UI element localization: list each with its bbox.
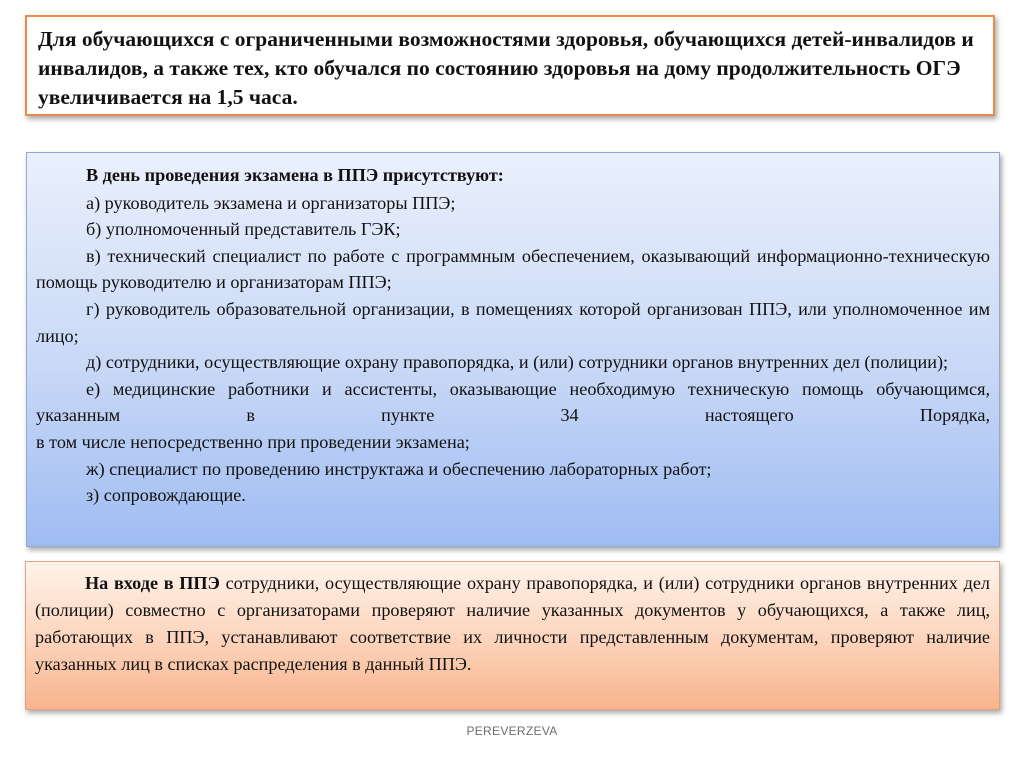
notice-text: Для обучающихся с ограниченными возможностями здоровья, обучающихся детей-инвалидов и инвалидов, а также тех, кто обучался по состоянию здоровья на дому продолжительность ОГЭ увеличивается на 1,5 часа. — [38, 27, 974, 109]
attendee-item-e: е) медицинские работники и ассистенты, оказывающие необходимую техническую помощь обучающимся, указанным в пункте 34 настоящего Порядка, — [36, 378, 990, 426]
entrance-paragraph — [35, 570, 990, 678]
attendee-item-z: з) сопровождающие. — [86, 485, 246, 506]
entrance-text: сотрудники, осуществляющие охрану правопорядка, и (или) сотрудники органов внутренних дел (полиции) совместно с организаторами проверяют наличие указанных документов у обучающихся, а также лиц, работающих в ППЭ, устанавливают соответствие их личности представленным документам, проверяют наличие указанных лиц в списках распределения в данный ППЭ. — [35, 573, 990, 674]
attendee-item-e-continued: в том числе непосредственно при проведении экзамена; — [36, 431, 470, 452]
attendees-box — [26, 152, 1000, 547]
entrance-box — [25, 561, 1000, 710]
attendee-item-zh: ж) специалист по проведению инструктажа и обеспечению лабораторных работ; — [86, 458, 712, 479]
attendee-item-b: б) уполномоченный представитель ГЭК; — [86, 219, 401, 240]
attendees-heading: В день проведения экзамена в ППЭ присутствуют: — [86, 165, 504, 185]
attendee-item-d: д) сотрудники, осуществляющие охрану правопорядка, и (или) сотрудники органов внутренних дел (полиции); — [86, 352, 949, 373]
attendee-item-a: а) руководитель экзамена и организаторы ППЭ; — [86, 192, 456, 213]
entrance-lead: На входе в ППЭ — [85, 573, 220, 593]
attendee-item-g: г) руководитель образовательной организации, в помещениях которой организован ППЭ, или уполномоченное им лицо; — [36, 298, 990, 346]
notice-box-top — [25, 15, 995, 116]
attendee-item-v: в) технический специалист по работе с программным обеспечением, оказывающий информационно-техническую помощь руководителю и организаторам ППЭ; — [36, 245, 990, 293]
footer-author: PEREVERZEVA — [466, 724, 558, 738]
